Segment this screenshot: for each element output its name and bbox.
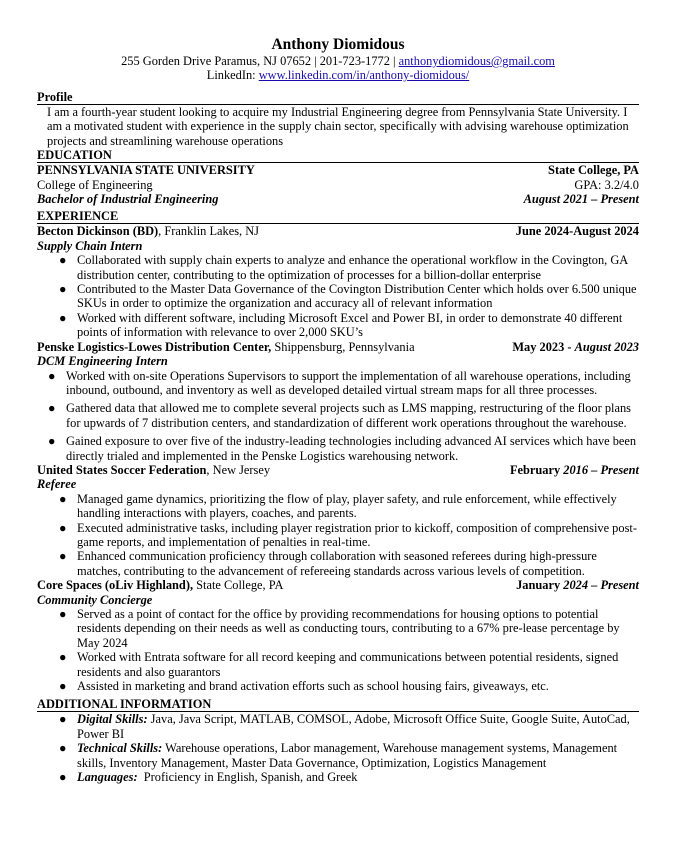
bullet-icon: ● bbox=[48, 401, 56, 416]
job-bullets bbox=[37, 369, 639, 463]
degree-dates: August 2021 – Present bbox=[523, 192, 639, 207]
bullet-icon: ● bbox=[48, 434, 56, 449]
bullet-icon: ● bbox=[59, 549, 67, 564]
bullet-icon: ● bbox=[59, 679, 67, 694]
bullet-text: Managed game dynamics, prioritizing the flow of play, player safety, and rule enforcement, while effectively handling interactions with players, coaches, and parents. bbox=[77, 491, 617, 521]
job-date-start: June 2024-August 2024 bbox=[515, 224, 639, 239]
skill-label: Technical Skills: bbox=[77, 741, 163, 756]
job-org-line bbox=[37, 224, 259, 238]
job-location: State College, PA bbox=[193, 578, 284, 593]
job-bullet bbox=[59, 520, 639, 550]
job-bullet bbox=[48, 401, 639, 430]
job-bullets bbox=[37, 607, 639, 693]
bullet-icon: ● bbox=[59, 310, 67, 325]
bullet-icon: ● bbox=[59, 520, 67, 535]
bullet-text: Enhanced communication proficiency through collaboration with seasoned referees during high-pressure matches, contributing to the advancement of refereeing standards across various levels of competition. bbox=[77, 549, 597, 578]
skill-text: Warehouse operations, Labor management, Warehouse management systems, Management skills, Inventory Management, Master Data Governance, Optimization, Logistics Management bbox=[77, 741, 618, 770]
job-dates bbox=[516, 224, 639, 238]
job-org: Becton Dickinson (BD) bbox=[37, 224, 159, 239]
bullet-icon: ● bbox=[59, 253, 67, 268]
education-college-row bbox=[37, 178, 639, 192]
additional-info-list bbox=[37, 712, 639, 784]
job-bullet bbox=[59, 282, 639, 311]
job-org-line bbox=[37, 340, 415, 354]
linkedin-label: LinkedIn: bbox=[206, 68, 259, 82]
skill-item bbox=[59, 770, 639, 785]
job-role: Supply Chain Intern bbox=[37, 238, 143, 253]
job-location: , New Jersey bbox=[206, 462, 271, 477]
job-location: Shippensburg, Pennsylvania bbox=[271, 339, 415, 354]
email-link[interactable]: anthonydiomidous@gmail.com bbox=[398, 54, 555, 68]
school-location: State College, PA bbox=[548, 163, 639, 178]
candidate-name: Anthony Diomidous bbox=[271, 36, 405, 53]
job-bullet bbox=[59, 491, 639, 521]
bullet-text: Contributed to the Master Data Governance of the Covington Distribution Center which holds over 6.500 unique SKUs in order to optimize the organization and accuracy all of relevant information bbox=[77, 282, 637, 311]
bullet-text: Worked with Entrata software for all record keeping and communications between potential residents, signed residents and also guarantors bbox=[77, 650, 619, 679]
bullet-text: Gained exposure to over five of the industry-leading technologies including advanced AI services which have been directly trialed and implemented in the Penske Logistics warehousing network. bbox=[66, 434, 637, 463]
job-header bbox=[37, 340, 639, 354]
job-org: United States Soccer Federation bbox=[37, 462, 207, 477]
job-date-end: 2024 – Present bbox=[563, 578, 639, 593]
linkedin-line bbox=[37, 68, 639, 82]
job-entry bbox=[37, 224, 639, 339]
job-header bbox=[37, 578, 639, 592]
bullet-text: Assisted in marketing and brand activation efforts such as school housing fairs, giveaways, etc. bbox=[77, 679, 549, 694]
skill-label: Digital Skills: bbox=[77, 712, 148, 727]
education-heading: EDUCATION bbox=[37, 148, 639, 163]
job-location: , Franklin Lakes, NJ bbox=[158, 224, 260, 239]
skill-text: Proficiency in English, Spanish, and Greek bbox=[137, 770, 358, 785]
bullet-icon: ● bbox=[59, 607, 67, 621]
job-bullets bbox=[37, 492, 639, 578]
job-role: Community Concierge bbox=[37, 592, 153, 607]
skill-text: Java, Java Script, MATLAB, COMSOL, Adobe, Microsoft Office Suite, Google Suite, AutoCad, Power BI bbox=[77, 712, 630, 741]
job-org-line bbox=[37, 578, 283, 592]
linkedin-link[interactable]: www.linkedin.com/in/anthony-diomidous/ bbox=[258, 68, 470, 82]
education-degree-row bbox=[37, 192, 639, 206]
job-bullet bbox=[48, 434, 639, 463]
gpa: GPA: 3.2/4.0 bbox=[574, 177, 639, 192]
job-bullets bbox=[37, 253, 639, 339]
job-date-end: August 2023 bbox=[574, 339, 639, 354]
job-org: Core Spaces (oLiv Highland), bbox=[37, 578, 194, 593]
bullet-icon: ● bbox=[59, 741, 67, 756]
skill-item bbox=[59, 741, 639, 770]
job-dates bbox=[510, 463, 639, 477]
profile-text: I am a fourth-year student looking to acquire my Industrial Engineering degree from Pennsylvania State University. I am a motivated student with experience in the supply chain sector, specifically with advising warehouse optimization projects and streamlining warehouse operations bbox=[47, 105, 629, 148]
bullet-icon: ● bbox=[59, 712, 67, 727]
education-school-row bbox=[37, 163, 639, 177]
job-bullet bbox=[59, 549, 639, 578]
job-bullet bbox=[59, 679, 639, 694]
job-dates bbox=[512, 340, 639, 354]
job-bullet bbox=[59, 607, 639, 650]
job-header bbox=[37, 463, 639, 477]
experience-heading: EXPERIENCE bbox=[37, 209, 639, 224]
job-date-start: May 2023 - bbox=[512, 339, 575, 354]
job-role: DCM Engineering Intern bbox=[37, 354, 168, 369]
job-date-start: January bbox=[516, 578, 564, 593]
bullet-icon: ● bbox=[48, 368, 56, 383]
job-dates bbox=[516, 578, 639, 592]
bullet-icon: ● bbox=[59, 770, 67, 785]
bullet-text: Served as a point of contact for the office by providing recommendations for housing options to potential residents depending on their needs as well as conducting tours, contributing to a 67% pre-lease percentage by May 2024 bbox=[77, 607, 620, 650]
college-name: College of Engineering bbox=[37, 177, 153, 192]
bullet-text: Collaborated with supply chain experts to analyze and enhance the operational workflow in the Covington, GA distribution center, contributing to the optimization of processes for a billion-dollar enterprise bbox=[77, 253, 628, 282]
bullet-icon: ● bbox=[59, 282, 67, 297]
bullet-icon: ● bbox=[59, 491, 67, 506]
bullet-text: Worked with on-site Operations Supervisors to support the implementation of all warehouse operations, including inbound, outbound, and inventory as well as developed detailed virtual stream maps for all three processes. bbox=[66, 368, 631, 397]
additional-info-heading: ADDITIONAL INFORMATION bbox=[37, 697, 639, 712]
bullet-text: Gathered data that allowed me to complete several projects such as LMS mapping, restructuring of the floor plans for upwards of 7 distribution centers, and standardization of different work operations throughout the warehouse. bbox=[66, 401, 631, 430]
skill-label: Languages: bbox=[77, 770, 138, 785]
job-date-end: 2016 – Present bbox=[563, 462, 639, 477]
job-role: Referee bbox=[37, 477, 77, 492]
degree: Bachelor of Industrial Engineering bbox=[37, 192, 219, 207]
job-org: Penske Logistics-Lowes Distribution Center, bbox=[37, 339, 272, 354]
job-org-line bbox=[37, 463, 270, 477]
job-bullet bbox=[59, 253, 639, 282]
contact-address-phone: 255 Gorden Drive Paramus, NJ 07652 | 201-723-1772 | bbox=[121, 54, 399, 68]
profile-heading: Profile bbox=[37, 90, 639, 105]
job-bullet bbox=[48, 368, 639, 398]
job-entry bbox=[37, 578, 639, 693]
job-header bbox=[37, 224, 639, 238]
job-date-start: February bbox=[509, 462, 564, 477]
bullet-text: Executed administrative tasks, including player registration prior to kickoff, composition of comprehensive post-game reports, and implementation of penalties in real-time. bbox=[77, 520, 637, 549]
job-bullet bbox=[59, 650, 639, 679]
bullet-icon: ● bbox=[59, 650, 67, 665]
school-name: PENNSYLVANIA STATE UNIVERSITY bbox=[37, 163, 255, 178]
job-entry bbox=[37, 463, 639, 578]
contact-line bbox=[37, 54, 639, 68]
job-bullet bbox=[59, 310, 639, 340]
bullet-text: Worked with different software, including Microsoft Excel and Power BI, in order to demonstrate 40 different points of information with relevance to over 2,000 SKU’s bbox=[77, 310, 623, 340]
skill-item bbox=[59, 712, 639, 741]
job-entry bbox=[37, 340, 639, 463]
